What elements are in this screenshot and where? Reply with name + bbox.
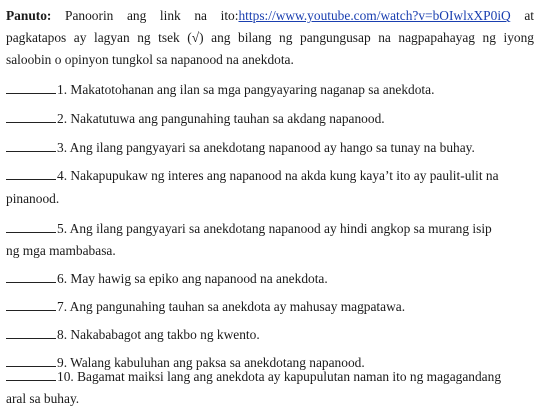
item-text: Ang ilang pangyayari sa anekdotang napanood ay hindi angkop sa murang isip xyxy=(69,221,492,236)
item-text: Bagamat maiksi lang ang anekdota ay kapupulutan naman ito ng magagandang xyxy=(77,369,502,384)
answer-blank[interactable] xyxy=(6,140,56,152)
item-text: Makatotohanan ang ilan sa mga pangyayaring naganap sa anekdota. xyxy=(70,82,435,97)
item-number: 10. xyxy=(57,369,74,384)
youtube-link[interactable]: https://www.youtube.com/watch?v=bOIwlxXP0iQ xyxy=(238,8,511,23)
item-number: 3. xyxy=(57,140,68,155)
instructions-line-1 xyxy=(6,8,534,24)
item-number: 5. xyxy=(57,221,68,236)
item-text: Ang ilang pangyayari sa anekdotang napanood ay hango sa tunay na buhay. xyxy=(69,140,475,155)
list-item-8 xyxy=(6,327,534,343)
item-text: May hawig sa epiko ang napanood na anekdota. xyxy=(70,271,328,286)
item-number: 7. xyxy=(57,299,68,314)
item-number: 9. xyxy=(57,355,68,370)
list-item-5 xyxy=(6,221,534,237)
item-number: 4. xyxy=(57,168,68,183)
item-text: Nakapupukaw ng interes ang napanood na akda kung kaya’t ito ay paulit-ulit na xyxy=(70,168,499,183)
instructions-line-3: saloobin o opinyon tungkol sa napanood na anekdota. xyxy=(6,52,294,67)
item-number: 1. xyxy=(57,82,68,97)
item-text: Walang kabuluhan ang paksa sa anekdotang napanood. xyxy=(70,355,365,370)
instructions-text: Panoorin ang link na ito: xyxy=(51,8,239,23)
list-item-6 xyxy=(6,271,534,287)
answer-blank[interactable] xyxy=(6,111,56,123)
answer-blank[interactable] xyxy=(6,221,56,233)
answer-blank[interactable] xyxy=(6,168,56,180)
list-item-10 xyxy=(6,369,534,385)
answer-blank[interactable] xyxy=(6,299,56,311)
instructions-label: Panuto: xyxy=(6,8,52,23)
list-item-4 xyxy=(6,168,534,184)
instructions-line-2: pagkatapos ay lagyan ng tsek (√) ang bilang ng pangungusap na nagpapahayag ng iyong xyxy=(6,30,534,45)
list-item-2 xyxy=(6,111,534,127)
list-item-3 xyxy=(6,140,534,156)
answer-blank[interactable] xyxy=(6,369,56,381)
item-text: Nakababagot ang takbo ng kwento. xyxy=(70,327,260,342)
item-number: 2. xyxy=(57,111,68,126)
list-item-10-continuation: aral sa buhay. xyxy=(6,391,80,406)
answer-blank[interactable] xyxy=(6,355,56,367)
instructions-text-after-link: at xyxy=(510,8,534,23)
list-item-1 xyxy=(6,82,534,98)
item-text: Nakatutuwa ang pangunahing tauhan sa akdang napanood. xyxy=(70,111,385,126)
list-item-7 xyxy=(6,299,534,315)
item-number: 8. xyxy=(57,327,68,342)
list-item-5-continuation: ng mga mambabasa. xyxy=(6,243,116,258)
list-item-4-continuation: pinanood. xyxy=(6,191,60,206)
item-text: Ang pangunahing tauhan sa anekdota ay mahusay magpatawa. xyxy=(69,299,406,314)
item-number: 6. xyxy=(57,271,68,286)
answer-blank[interactable] xyxy=(6,327,56,339)
answer-blank[interactable] xyxy=(6,82,56,94)
answer-blank[interactable] xyxy=(6,271,56,283)
